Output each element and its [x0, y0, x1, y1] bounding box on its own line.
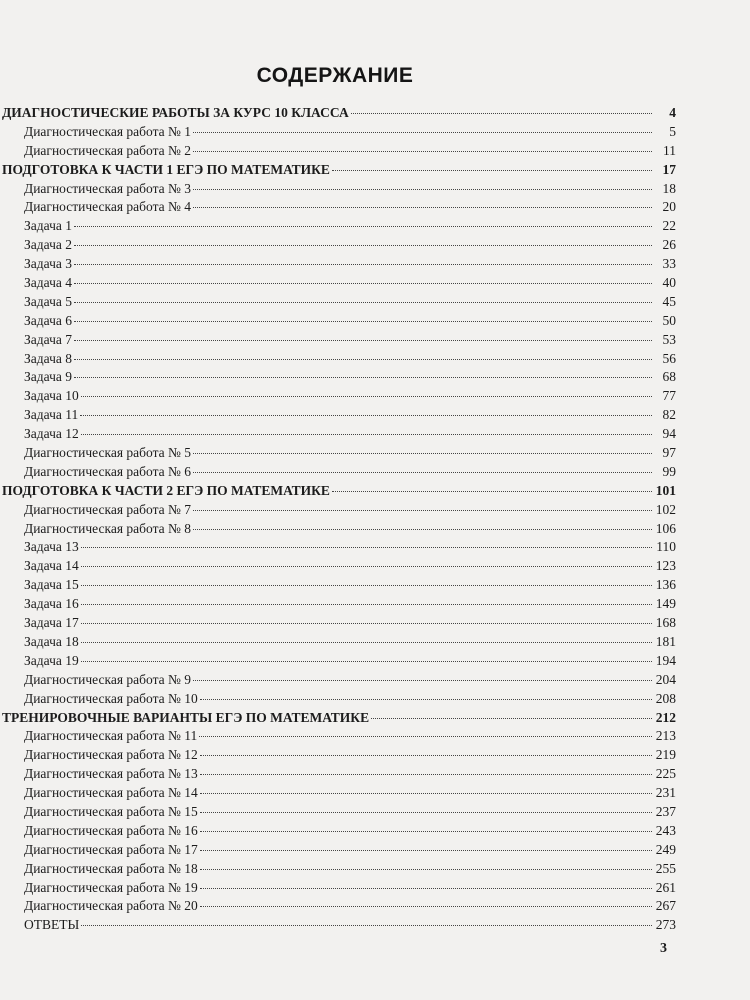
toc-entry-page: 45 [662, 293, 676, 309]
toc-entry-label: Диагностическая работа № 13 [24, 766, 198, 782]
dot-leader [81, 623, 652, 624]
toc-entry-label: Задача 16 [24, 596, 79, 612]
dot-leader [80, 415, 652, 416]
toc-entry-label: Диагностическая работа № 7 [24, 501, 192, 517]
dot-leader [193, 132, 652, 133]
toc-entry [2, 502, 676, 521]
toc-entry-label: ТРЕНИРОВОЧНЫЕ ВАРИАНТЫ ЕГЭ ПО МАТЕМАТИКЕ [2, 709, 370, 725]
toc-entry-page: 77 [662, 388, 676, 404]
dot-leader [74, 283, 652, 284]
page-number: 3 [660, 941, 667, 956]
toc-entry-page: 97 [662, 445, 676, 461]
toc-entry-page: 102 [655, 501, 676, 517]
dot-leader [193, 510, 652, 511]
toc-entry-page: 22 [662, 218, 676, 234]
toc-entry-label: Диагностическая работа № 6 [24, 463, 192, 479]
toc-entry-page: 261 [655, 879, 676, 895]
toc-entry [2, 256, 676, 275]
toc-entry [2, 823, 676, 842]
toc-entry-page: 123 [655, 558, 676, 574]
toc-entry-label: ДИАГНОСТИЧЕСКИЕ РАБОТЫ ЗА КУРС 10 КЛАССА [2, 105, 349, 120]
dot-leader [193, 472, 652, 473]
dot-leader [200, 850, 652, 851]
toc-entry-page: 110 [656, 539, 676, 555]
dot-leader [193, 680, 652, 681]
toc-entry-page: 11 [663, 142, 676, 158]
toc-entry-label: Диагностическая работа № 20 [24, 898, 198, 914]
toc-entry-page: 101 [655, 482, 676, 498]
dot-leader [193, 189, 652, 190]
toc-entry-page: 17 [662, 161, 676, 177]
toc-entry-page: 219 [655, 747, 676, 763]
toc-entry-label: Диагностическая работа № 2 [24, 142, 192, 158]
dot-leader [199, 736, 652, 737]
dot-leader [81, 566, 652, 567]
toc-entry-page: 4 [669, 105, 676, 120]
toc-entry-label: Диагностическая работа № 9 [24, 671, 192, 687]
toc-entry-label: Задача 12 [24, 426, 79, 442]
toc-entry-page: 50 [662, 312, 676, 328]
toc-entry [2, 861, 676, 880]
toc-entry-page: 194 [655, 652, 676, 668]
toc-entry [2, 313, 676, 332]
toc-entry [2, 615, 676, 634]
dot-leader [200, 755, 652, 756]
toc-entry-page: 208 [655, 690, 676, 706]
dot-leader [81, 642, 652, 643]
toc-entry-page: 149 [655, 596, 676, 612]
dot-leader [74, 340, 652, 341]
toc-entry [2, 388, 676, 407]
toc-entry-page: 5 [669, 123, 676, 139]
toc-entry [2, 445, 676, 464]
toc-entry [2, 691, 676, 710]
toc-entry-label: Задача 6 [24, 312, 72, 328]
toc-entry [2, 521, 676, 540]
toc-entry-label: Диагностическая работа № 12 [24, 747, 198, 763]
toc-entry-page: 20 [662, 199, 676, 215]
toc-entry-label: Задача 5 [24, 293, 72, 309]
dot-leader [81, 585, 652, 586]
toc-entry-label: Диагностическая работа № 5 [24, 445, 192, 461]
toc-entry [2, 351, 676, 370]
toc-entry-page: 136 [655, 577, 676, 593]
toc-entry-label: Задача 19 [24, 652, 79, 668]
toc-entry-page: 18 [662, 180, 676, 196]
toc-entry [2, 596, 676, 615]
toc-section-heading [2, 162, 676, 181]
toc-entry-label: Диагностическая работа № 14 [24, 785, 198, 801]
toc-entry-label: Задача 8 [24, 350, 72, 366]
toc-entry [2, 181, 676, 200]
toc-entry-label: Диагностическая работа № 4 [24, 199, 192, 215]
dot-leader [200, 793, 652, 794]
toc-entry [2, 785, 676, 804]
dot-leader [351, 113, 652, 114]
dot-leader [81, 396, 652, 397]
dot-leader [74, 245, 652, 246]
toc-entry-label: Задача 15 [24, 577, 79, 593]
toc-entry-label: Задача 9 [24, 369, 72, 385]
toc-section-heading [2, 105, 676, 124]
dot-leader [193, 207, 652, 208]
toc-entry [2, 539, 676, 558]
toc-entry-label: Задача 2 [24, 237, 72, 253]
toc-entry [2, 842, 676, 861]
dot-leader [193, 529, 652, 530]
toc-entry-page: 181 [655, 633, 676, 649]
toc-entry-page: 213 [655, 728, 676, 744]
toc-entry [2, 369, 676, 388]
toc-entry-label: Задача 10 [24, 388, 79, 404]
toc-entry [2, 426, 676, 445]
toc-entry-page: 255 [655, 860, 676, 876]
toc-entry [2, 577, 676, 596]
dot-leader [200, 831, 652, 832]
toc-entry [2, 898, 676, 917]
toc-entry [2, 124, 676, 143]
toc-entry-page: 94 [662, 426, 676, 442]
toc-entry-label: Диагностическая работа № 17 [24, 841, 198, 857]
toc-entry-page: 99 [662, 463, 676, 479]
dot-leader [193, 151, 652, 152]
toc-entry-page: 267 [655, 898, 676, 914]
toc-entry [2, 332, 676, 351]
dot-leader [200, 699, 652, 700]
toc-entry [2, 672, 676, 691]
toc-entry-label: Диагностическая работа № 1 [24, 123, 192, 139]
toc-entry [2, 653, 676, 672]
dot-leader [371, 718, 652, 719]
toc-entry-label: Диагностическая работа № 3 [24, 180, 192, 196]
toc-entry-label: Задача 1 [24, 218, 72, 234]
toc-entry-page: 204 [655, 671, 676, 687]
dot-leader [332, 170, 652, 171]
dot-leader [74, 359, 652, 360]
dot-leader [200, 812, 652, 813]
toc-entry-page: 106 [655, 520, 676, 536]
dot-leader [74, 264, 652, 265]
toc-entry-page: 168 [655, 615, 676, 631]
toc-entry-page: 273 [655, 917, 676, 933]
toc-entry-page: 68 [662, 369, 676, 385]
dot-leader [200, 869, 652, 870]
toc-entry-label: Задача 13 [24, 539, 79, 555]
toc-entry-label: Диагностическая работа № 18 [24, 860, 198, 876]
dot-leader [74, 321, 652, 322]
toc-entry-label: Диагностическая работа № 15 [24, 803, 198, 819]
toc-entry-page: 53 [662, 331, 676, 347]
toc-entry [2, 237, 676, 256]
dot-leader [74, 377, 652, 378]
dot-leader [332, 491, 652, 492]
toc-entry-label: Диагностическая работа № 11 [24, 728, 198, 744]
toc-entry-page: 56 [662, 350, 676, 366]
toc-entry-page: 40 [662, 275, 676, 291]
toc-entry [2, 880, 676, 899]
toc-entry-label: ПОДГОТОВКА К ЧАСТИ 1 ЕГЭ ПО МАТЕМАТИКЕ [2, 161, 330, 177]
toc-entry [2, 143, 676, 162]
dot-leader [81, 434, 652, 435]
toc-entry [2, 199, 676, 218]
toc-entry-label: Задача 7 [24, 331, 72, 347]
toc-entry-page: 231 [655, 785, 676, 801]
toc-entry [2, 218, 676, 237]
toc-entry-page: 243 [655, 822, 676, 838]
toc-entry [2, 275, 676, 294]
toc-entry-page: 212 [655, 709, 676, 725]
toc-entry-label: Диагностическая работа № 8 [24, 520, 192, 536]
table-of-contents [2, 105, 676, 936]
toc-entry [2, 407, 676, 426]
dot-leader [74, 226, 652, 227]
toc-entry-label: ПОДГОТОВКА К ЧАСТИ 2 ЕГЭ ПО МАТЕМАТИКЕ [2, 482, 330, 498]
toc-entry-label: Диагностическая работа № 19 [24, 879, 198, 895]
toc-section-heading [2, 483, 676, 502]
toc-entry-label: Задача 17 [24, 615, 79, 631]
toc-entry-label: Задача 14 [24, 558, 79, 574]
toc-entry-label: Диагностическая работа № 16 [24, 822, 198, 838]
toc-section-heading [2, 710, 676, 729]
toc-entry-page: 225 [655, 766, 676, 782]
toc-entry-label: Задача 4 [24, 275, 72, 291]
toc-entry [2, 464, 676, 483]
toc-entry [2, 728, 676, 747]
toc-entry [2, 558, 676, 577]
dot-leader [200, 774, 652, 775]
dot-leader [81, 547, 652, 548]
toc-entry [2, 294, 676, 313]
toc-entry-page: 249 [655, 841, 676, 857]
toc-entry [2, 804, 676, 823]
toc-entry-page: 82 [662, 407, 676, 423]
toc-entry-page: 26 [662, 237, 676, 253]
dot-leader [200, 888, 652, 889]
toc-entry-answers [2, 917, 676, 936]
toc-entry-label: Задача 18 [24, 633, 79, 649]
dot-leader [193, 453, 652, 454]
dot-leader [74, 302, 652, 303]
toc-entry [2, 634, 676, 653]
toc-entry-page: 33 [662, 256, 676, 272]
toc-entry [2, 766, 676, 785]
toc-entry-page: 237 [655, 803, 676, 819]
toc-entry-label: ОТВЕТЫ [24, 917, 80, 933]
dot-leader [81, 925, 652, 926]
dot-leader [81, 661, 652, 662]
toc-entry-label: Задача 11 [24, 407, 79, 423]
page-title: СОДЕРЖАНИЕ [256, 64, 414, 87]
dot-leader [200, 906, 652, 907]
toc-entry-label: Диагностическая работа № 10 [24, 690, 198, 706]
toc-entry [2, 747, 676, 766]
toc-entry-label: Задача 3 [24, 256, 72, 272]
dot-leader [81, 604, 652, 605]
